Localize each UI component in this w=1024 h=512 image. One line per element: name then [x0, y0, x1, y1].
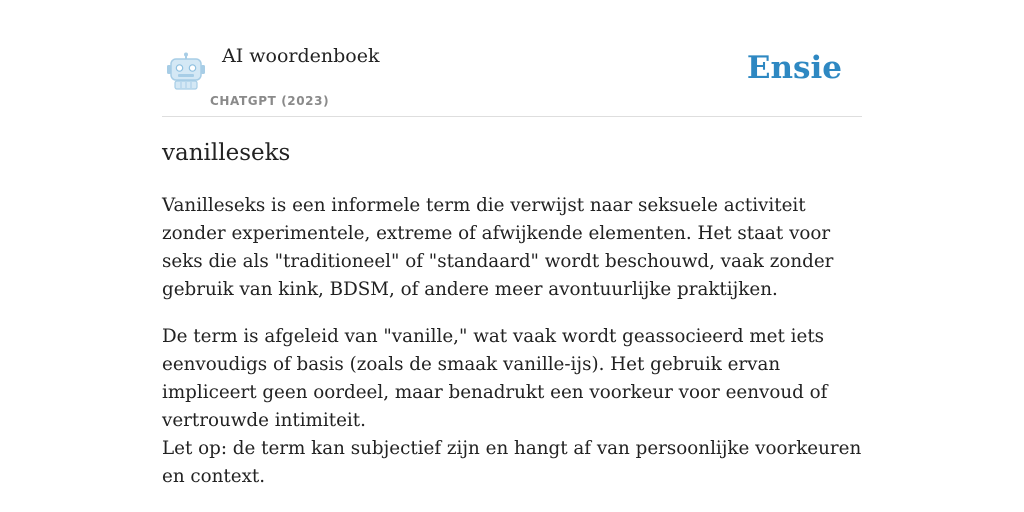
entry-term: vanilleseks: [162, 140, 291, 166]
definition-paragraph: De term is afgeleid van "vanille," wat vaak wordt geassocieerd met iets eenvoudigs of basis (zoals de smaak vanille-ijs). Het gebruik ervan impliceert geen oordeel, maar benadrukt een voorkeur voor eenvoud of vertrouwde intimiteit.: [162, 326, 828, 431]
brand-logo[interactable]: Ensie: [746, 50, 842, 86]
dictionary-card: [162, 0, 862, 512]
source-title[interactable]: AI woordenboek: [222, 45, 380, 67]
definition-paragraph: Vanilleseks is een informele term die verwijst naar seksuele activiteit zonder experimentele, extreme of afwijkende elementen. Het staat voor seks die als "traditioneel" of "standaard" wordt beschouwd, vaak zonder gebruik van kink, BDSM, of andere meer avontuurlijke praktijken.: [162, 195, 834, 300]
source-header: [162, 0, 862, 117]
robot-icon: [166, 52, 206, 90]
definition-paragraph: Let op: de term kan subjectief zijn en hangt af van persoonlijke voorkeuren en context.: [162, 438, 862, 487]
source-subtitle: CHATGPT (2023): [210, 94, 330, 108]
